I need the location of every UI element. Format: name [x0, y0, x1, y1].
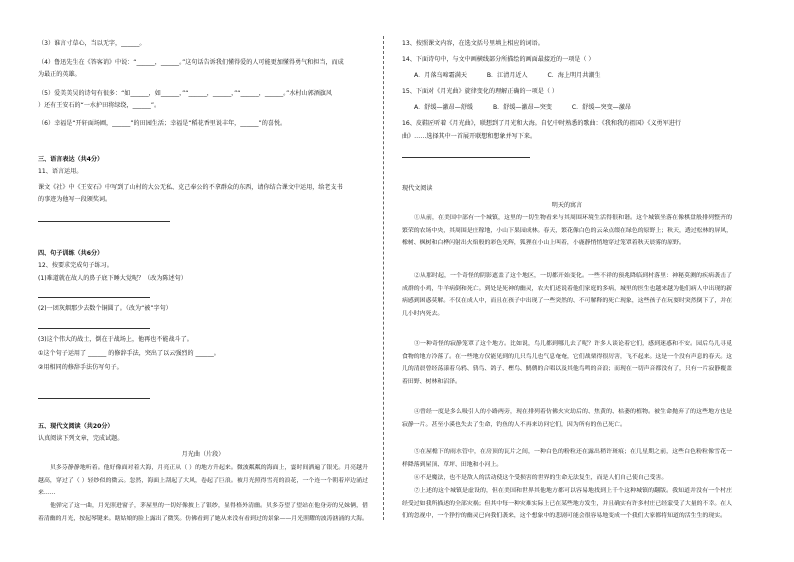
section-4-title: 四、句子训练（共6分）: [38, 250, 104, 257]
question-12: 12、按要求完成句子练习。: [38, 262, 113, 269]
section-5-title: 五、现代文阅读（共20分）: [38, 423, 114, 430]
question-14-options: [414, 72, 619, 80]
question-5-line2: ）还有王安石的“一水护田将绿绕，______”。: [38, 102, 161, 109]
answer-line-11[interactable]: [38, 221, 170, 222]
question-4-line2: 为最正的英雄。: [38, 71, 81, 78]
question-16-line2: 曲》……选择其中一首展开联想和想象并写下来。: [402, 133, 537, 140]
section-5-intro: 认真阅读下列文章，完成试题。: [38, 435, 124, 442]
question-11: 11、语言运用。: [38, 168, 83, 175]
essay-paragraph-3: ③一种奇怪的寂静笼罩了这个地方。比如说，鸟儿都到哪儿去了呢？许多人谈论着它们，感到迷惑和不安。园后鸟儿寻觅食物的地方冷落了。在一些地方仅能见到的几只鸟儿也气息奄奄，它们战栗得很厉害，飞不起来。这是一个没有声息的春天。这儿的清晨曾经荡漾着乌鸦、鸫鸟、鸽子、樫鸟、鹪鹩的合唱以及其他鸟鸣的音浪；而现在一切声音都没有了，只有一片寂静覆盖着田野、树林和沼泽。: [402, 341, 732, 385]
question-5-line1: （5）爱美美吴的诗句有很多：“如______，如______，”“______，______，”“______，______。”水村山郭酒旗风: [38, 90, 332, 97]
answer-line-12-2[interactable]: [38, 328, 150, 329]
question-12-1: (1)难道就在故人的鼻子底下睡大觉呢？（改为陈述句）: [38, 275, 187, 282]
column-divider: [383, 36, 384, 520]
essay-paragraph-7: ⑦上述的这个城镇是虚设的，但在美国和世界其他地方都可以容易地找到上千个这种城镇的翻版。我知道并没有一个村庄经受过如我所描述的全部灾祸；但其中每一种灾难实际上已在某些地方发生，并且确实有许多村庄已经蒙受了大量的不幸。在人们的忽视中，一个狰狞的幽灵已向我们袭来，这个想象中的悲剧可能会很容易地变成一个我们大家都将知道的活生生的现实。: [402, 488, 732, 520]
question-11-body-2: 的事迹为他写一段颁奖词。: [38, 196, 112, 203]
essay-paragraph-2: ②从那时起，一个奇怪的阴影遮盖了这个地区，一切都开始变化。一些不祥的预兆降临到村落里：神秘莫测的疾病袭击了成群的小鸡，牛羊病倒和死亡。到处是死神的幽灵，农夫们述说着他们家庭的多病，城里的医生也越来越为他们病人中出现的新病感到困惑莫解。不仅在成人中，而且在孩子中出现了一些突然的、不可解释的死亡现象，这些孩子在玩耍时突然倒下了，并在几小时内死去。: [402, 273, 732, 317]
question-12-3-a: ①这个句子运用了 ______ 的修辞手法，突出了以云强烈的 ______。: [38, 350, 220, 357]
question-14: 14、下面诗句中，与文中画横线部分所描绘的画面最接近的一项是（ ）: [402, 56, 595, 63]
option-15-c[interactable]: C．舒缓—突变—激昂: [571, 104, 632, 111]
question-3: （3）谁言寸草心，当以无字，______。: [38, 40, 146, 47]
essay-paragraph-4: ④曾经一度是多么吸引人的小路两旁，现在排列着仿佛火灾劫后的、焦黄的、枯萎的植物。被生命抛弃了的这些地方也是寂静一片。甚至小溪也失去了生命，钓鱼的人不再来访问它们，因为所有的鱼已死亡。: [402, 409, 732, 428]
question-4-line1: （4）鲁迅先生在《答客诮》中说：“______，______。”这句话告诉我们懂得爱的人可能更加懂得勇气和担当，而成: [38, 59, 344, 66]
question-12-2: (2)一团灰烟那少去数个铜圆了。（改为“被”字句）: [38, 305, 172, 312]
section-3-title: 三、语言表达（共4分）: [38, 156, 104, 163]
left-column: [0, 0, 382, 562]
option-14-a[interactable]: A．月落乌啼霜满天: [414, 72, 467, 79]
answer-line-12-3[interactable]: [38, 398, 150, 399]
question-12-3-b: ②用相同的修辞手法仿写句子。: [38, 364, 123, 371]
essay-title: 明天的寓言: [551, 202, 583, 209]
essay-paragraph-5: ⑤在屋檐下的雨水管中，在房顶的瓦片之间，一种白色的粉粒还在露出稍许斑痕；在几星期之前，这些白色粉粒像雪花一样降落到屋顶、草坪、田地和小河上。: [402, 449, 732, 468]
question-15-options: [414, 104, 649, 112]
question-12-3: (3)这个伟大的战士，倒在于战场上，他再也不能战斗了。: [38, 336, 193, 343]
question-15: 15、下面对《月光曲》旋律变化的理解正确的一项是（ ）: [402, 88, 558, 95]
option-14-c[interactable]: C．海上明月共潮生: [547, 72, 601, 79]
moonlight-paragraph-1: 贝多芬静静地听着。他好像面对着大海，月亮正从（ ）的地方升起来。微波粼粼的海面上，霎时间洒遍了银光。月亮越升越高，穿过了（ ）轻纱似的微云。忽然，海面上刮起了大风，卷起了巨浪。被月光照得雪亮的浪花，一个连一个朝着岸边涌过来……: [38, 465, 368, 497]
question-16-line1: 16、皮鞋匠听着《月光曲》，联想到了月光和大海。自忆中时熟悉的歌曲：《我和我的祖国》《义勇军进行: [402, 120, 681, 127]
question-13: 13、按照课文内容，在选文括号里填上相应的词语。: [402, 40, 544, 47]
essay-paragraph-1: ①从前，在美国中部有一个城镇，这里的一切生物看来与其周围环境生活得很和谐。这个城镇坐落在像棋盘般排列整齐的繁荣的农场中央，其周围是庄稼地，小山下果园成林。春天，繁花像白色的云朵点缀在绿色的原野上；秋天，透过松林的屏风，橡树、枫树和白桦闪射出火焰般的彩色光辉，狐狸在小山上叫着，小鹿静悄悄地穿过笼罩着秋天晨雾的原野。: [402, 215, 732, 247]
modern-reading-title: 现代文阅读: [402, 185, 433, 192]
answer-line-16[interactable]: [402, 157, 530, 158]
answer-line-12-1[interactable]: [38, 297, 150, 298]
right-column: [392, 0, 794, 562]
option-14-b[interactable]: B．江清月近人: [486, 72, 528, 79]
option-15-b[interactable]: B．舒缓—激昂—突变: [492, 104, 552, 111]
essay-paragraph-6: ⑥不是魔法，也不是敌人的活动使这个受损害的世界的生命无法复生，而是人们自己使自己受害。: [414, 475, 668, 481]
question-11-body-1: 课文《社》中《王安石》中写到了山村的大公无私、克己奉公的不拿群众的东西，请你结合课文中运用，给老支书: [38, 184, 343, 191]
moonlight-paragraph-2: 他弹完了这一曲，月光照进窗子，茅屋里的一切好像披上了银纱，显得格外清幽。贝多芬望了望站在他身旁的兄妹俩，借着清幽的月光，按起琴键来。瞎姑娘的脸上露出了微笑。仿佛看到了她从来没有看到过的景象——月光照耀的波涛汹涌的大海。: [38, 503, 368, 522]
moonlight-title: 月光曲（片段）: [181, 451, 225, 458]
question-6: （6）幸福是“开轩面场圃，______”的田园生活；幸福是“稻花香里说丰年，______”的喜悦。: [38, 120, 287, 127]
option-15-a[interactable]: A．舒缓—激昂—舒缓: [414, 104, 474, 111]
